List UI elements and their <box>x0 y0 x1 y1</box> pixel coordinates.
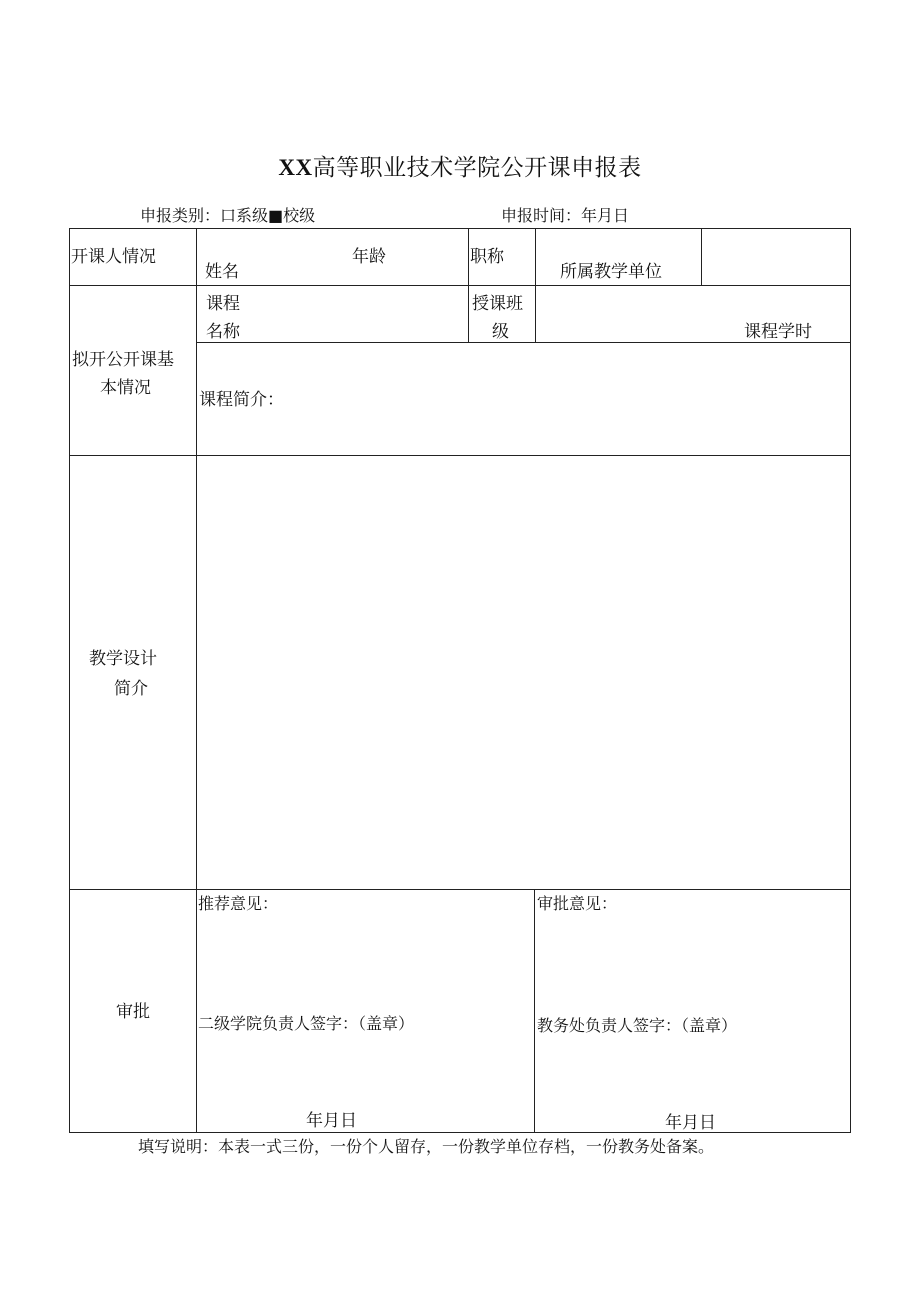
table-line <box>534 889 535 1133</box>
recommend-date: 年月日 <box>306 1111 357 1131</box>
table-border-bottom <box>69 1132 851 1133</box>
time-label: 申报时间： <box>501 206 582 225</box>
table-line <box>468 228 469 343</box>
time-value[interactable]: 年月日 <box>581 206 630 225</box>
unit-label: 所属教学单位 <box>560 262 662 282</box>
table-line <box>69 285 851 286</box>
approve-sign: 教务处负责人签字：（盖章） <box>537 1016 738 1035</box>
table-line <box>69 455 851 456</box>
table-line <box>535 228 536 343</box>
time-row <box>501 203 629 226</box>
title-prefix: XX <box>278 155 313 180</box>
category-label: 申报类别： <box>140 206 221 225</box>
table-line <box>701 228 702 286</box>
table-line <box>196 228 197 1133</box>
name-label: 姓名 <box>205 262 239 282</box>
title-label: 职称 <box>470 247 504 267</box>
approval-section-label: 审批 <box>116 1002 150 1022</box>
approve-date: 年月日 <box>665 1113 716 1133</box>
course-section-label-line2: 本情况 <box>100 378 151 398</box>
page-title <box>0 149 920 182</box>
title-text: 高等职业技术学院公开课申报表 <box>312 155 642 181</box>
category-value[interactable]: 口系级■校级 <box>220 206 316 225</box>
design-label-line2: 简介 <box>114 679 148 699</box>
course-name-label-line1: 课程 <box>206 294 240 314</box>
recommend-label: 推荐意见： <box>198 894 279 913</box>
table-border-top <box>69 228 851 229</box>
hours-label: 课程学时 <box>744 322 812 342</box>
teacher-section-label: 开课人情况 <box>71 247 156 267</box>
age-label: 年龄 <box>352 247 386 267</box>
course-name-label-line2: 名称 <box>206 322 240 342</box>
class-label-line1: 授课班 <box>472 294 523 314</box>
footnote: 填写说明：本表一式三份，一份个人留存，一份教学单位存档，一份教务处备案。 <box>138 1137 715 1156</box>
table-line <box>69 889 851 890</box>
course-intro-label: 课程简介： <box>199 390 284 410</box>
class-label-line2: 级 <box>492 322 509 342</box>
category-row <box>140 203 315 226</box>
course-section-label-line1: 拟开公开课基 <box>72 350 174 370</box>
approve-label: 审批意见： <box>537 894 618 913</box>
table-border-right <box>850 228 851 1133</box>
table-border-left <box>69 228 70 1133</box>
recommend-sign: 二级学院负责人签字：（盖章） <box>198 1014 415 1033</box>
design-label-line1: 教学设计 <box>89 649 157 669</box>
